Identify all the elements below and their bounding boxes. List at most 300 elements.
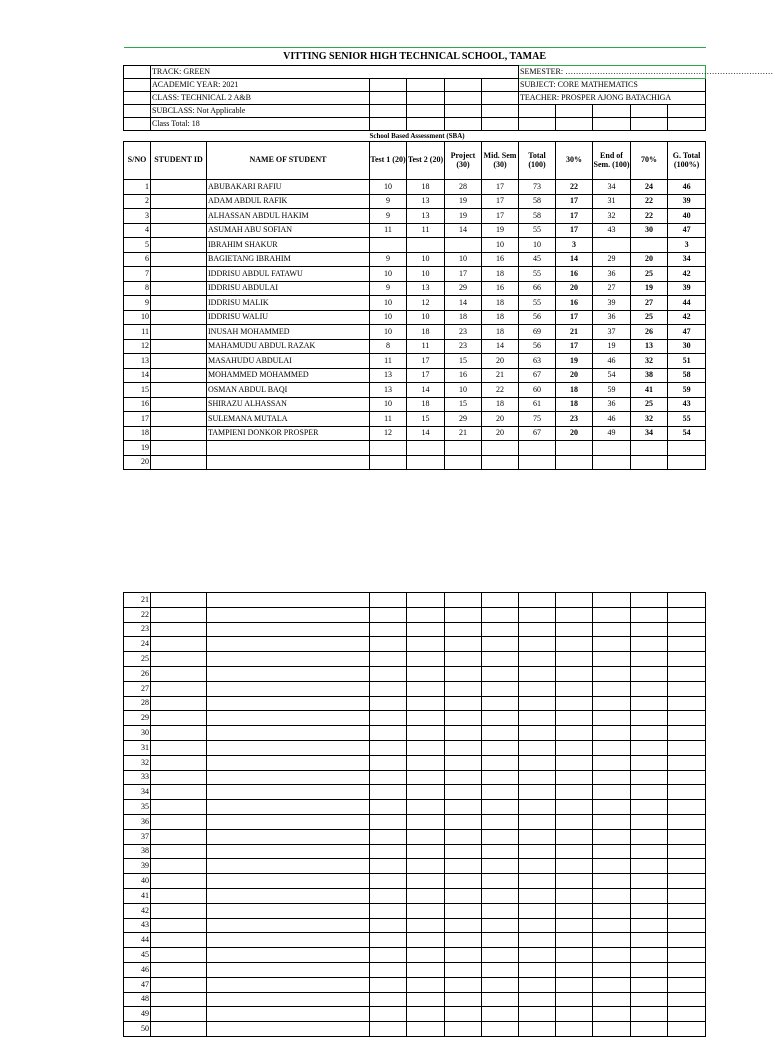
empty-cell [631, 652, 668, 667]
table-row [124, 252, 706, 267]
student-id-cell [151, 310, 207, 325]
empty-cell [593, 933, 631, 948]
sno-cell: 15 [124, 383, 151, 398]
empty-cell [207, 962, 370, 977]
sno-cell: 27 [124, 681, 151, 696]
table-row [124, 281, 706, 296]
sno-cell: 1 [124, 180, 151, 195]
project-cell: 21 [445, 426, 482, 441]
empty-cell [631, 740, 668, 755]
table-row [124, 903, 706, 918]
gtotal-cell: 54 [668, 426, 706, 441]
student-name-cell: IDDRISU ABDULAI [207, 281, 370, 296]
test1-cell: 9 [370, 209, 407, 224]
col-header-midsem: Mid. Sem (30) [482, 142, 519, 180]
empty-cell [519, 637, 556, 652]
empty-cell [593, 652, 631, 667]
midsem-cell: 16 [482, 252, 519, 267]
empty-cell [631, 903, 668, 918]
midsem-cell [482, 455, 519, 470]
empty-cell [668, 962, 706, 977]
empty-cell [593, 829, 631, 844]
gtotal-cell: 30 [668, 339, 706, 354]
empty-cell [151, 918, 207, 933]
empty-cell [370, 770, 407, 785]
student-id-cell [151, 223, 207, 238]
empty-cell [370, 593, 407, 608]
empty-cell [593, 962, 631, 977]
empty-cell [668, 1022, 706, 1037]
empty-cell [556, 755, 593, 770]
pct30-cell: 20 [556, 281, 593, 296]
student-id-cell [151, 194, 207, 209]
empty-cell [482, 933, 519, 948]
total-cell: 56 [519, 310, 556, 325]
empty-cell [207, 948, 370, 963]
empty-cell [207, 933, 370, 948]
empty-cell [556, 696, 593, 711]
col-header-endsem: End of Sem. (100) [593, 142, 631, 180]
empty-cell [631, 918, 668, 933]
empty-cell [445, 681, 482, 696]
sno-cell: 46 [124, 962, 151, 977]
empty-cell [151, 666, 207, 681]
empty-cell [556, 800, 593, 815]
table-row [124, 339, 706, 354]
empty-cell [151, 962, 207, 977]
empty-cell [445, 666, 482, 681]
empty-cell [668, 933, 706, 948]
empty-cell [519, 888, 556, 903]
table-row [124, 711, 706, 726]
table-row [124, 844, 706, 859]
project-cell [445, 441, 482, 456]
sno-cell: 10 [124, 310, 151, 325]
empty-cell [668, 903, 706, 918]
empty-cell [631, 770, 668, 785]
test1-cell: 10 [370, 296, 407, 311]
total-cell: 55 [519, 267, 556, 282]
test1-cell: 11 [370, 223, 407, 238]
gtotal-cell: 42 [668, 310, 706, 325]
endsem-cell [593, 455, 631, 470]
table-row [124, 1007, 706, 1022]
empty-cell [370, 1022, 407, 1037]
pct30-cell: 17 [556, 194, 593, 209]
empty-cell [631, 711, 668, 726]
empty-cell [445, 607, 482, 622]
student-id-cell [151, 383, 207, 398]
student-id-cell [151, 339, 207, 354]
endsem-cell: 49 [593, 426, 631, 441]
endsem-cell: 39 [593, 296, 631, 311]
sno-cell: 28 [124, 696, 151, 711]
pct70-cell: 27 [631, 296, 668, 311]
col-header-test1: Test 1 (20) [370, 142, 407, 180]
test1-cell: 10 [370, 325, 407, 340]
empty-cell [668, 948, 706, 963]
empty-cell [556, 844, 593, 859]
project-cell: 29 [445, 412, 482, 427]
table-row [124, 1022, 706, 1037]
test2-cell: 14 [407, 383, 445, 398]
empty-cell [407, 785, 445, 800]
endsem-cell: 46 [593, 354, 631, 369]
empty-cell [556, 622, 593, 637]
endsem-cell: 32 [593, 209, 631, 224]
sno-cell: 41 [124, 888, 151, 903]
pct30-cell: 17 [556, 223, 593, 238]
empty-cell [556, 1007, 593, 1022]
empty-cell [631, 874, 668, 889]
project-cell: 15 [445, 397, 482, 412]
student-name-cell: ABUBAKARI RAFIU [207, 180, 370, 195]
empty-cell [556, 652, 593, 667]
empty-cell [407, 711, 445, 726]
total-cell: 67 [519, 368, 556, 383]
empty-cell [407, 770, 445, 785]
empty-cell [370, 740, 407, 755]
sno-cell: 47 [124, 977, 151, 992]
empty-cell [370, 992, 407, 1007]
empty-cell [370, 681, 407, 696]
sno-cell: 33 [124, 770, 151, 785]
pct30-cell: 22 [556, 180, 593, 195]
empty-cell [207, 593, 370, 608]
empty-cell [519, 933, 556, 948]
pct70-cell: 32 [631, 354, 668, 369]
empty-cell [482, 740, 519, 755]
table-row [124, 397, 706, 412]
sno-cell: 9 [124, 296, 151, 311]
empty-cell [151, 652, 207, 667]
pct70-cell: 19 [631, 281, 668, 296]
pct70-cell: 25 [631, 267, 668, 282]
empty-cell [519, 726, 556, 741]
empty-cell [207, 888, 370, 903]
pct30-cell: 14 [556, 252, 593, 267]
sno-cell: 44 [124, 933, 151, 948]
total-cell: 66 [519, 281, 556, 296]
empty-cell [407, 652, 445, 667]
empty-cell [631, 1022, 668, 1037]
table-row [124, 696, 706, 711]
empty-cell [151, 726, 207, 741]
empty-cell [593, 785, 631, 800]
endsem-cell: 36 [593, 310, 631, 325]
empty-cell [556, 1022, 593, 1037]
test2-cell: 18 [407, 180, 445, 195]
empty-cell [556, 607, 593, 622]
empty-cell [370, 637, 407, 652]
empty-cell [151, 696, 207, 711]
empty-cell [370, 1007, 407, 1022]
table-row [124, 770, 706, 785]
empty-cell [519, 992, 556, 1007]
empty-cell [445, 800, 482, 815]
empty-cell [370, 785, 407, 800]
gtotal-cell: 39 [668, 281, 706, 296]
sno-cell: 40 [124, 874, 151, 889]
empty-cell [668, 800, 706, 815]
midsem-cell: 19 [482, 223, 519, 238]
gtotal-cell: 39 [668, 194, 706, 209]
empty-cell [151, 844, 207, 859]
total-cell [519, 455, 556, 470]
empty-cell [631, 948, 668, 963]
test2-cell: 17 [407, 368, 445, 383]
empty-cell [556, 918, 593, 933]
gtotal-cell: 51 [668, 354, 706, 369]
student-name-cell: INUSAH MOHAMMED [207, 325, 370, 340]
test1-cell: 12 [370, 426, 407, 441]
pct70-cell: 30 [631, 223, 668, 238]
academic-year-label: ACADEMIC YEAR: 2021 [151, 79, 370, 92]
midsem-cell: 17 [482, 194, 519, 209]
empty-cell [519, 874, 556, 889]
empty-cell [482, 770, 519, 785]
endsem-cell: 34 [593, 180, 631, 195]
empty-cell [445, 948, 482, 963]
table-row [124, 874, 706, 889]
student-id-cell [151, 368, 207, 383]
student-id-cell [151, 180, 207, 195]
sno-cell: 43 [124, 918, 151, 933]
total-cell: 55 [519, 223, 556, 238]
empty-cell [482, 918, 519, 933]
total-cell: 58 [519, 194, 556, 209]
sno-cell: 3 [124, 209, 151, 224]
pct30-cell: 17 [556, 310, 593, 325]
empty-cell [151, 1022, 207, 1037]
table-row [124, 622, 706, 637]
table-row [124, 607, 706, 622]
test2-cell: 14 [407, 426, 445, 441]
empty-cell [556, 903, 593, 918]
endsem-cell: 29 [593, 252, 631, 267]
table-row [124, 755, 706, 770]
empty-cell [556, 829, 593, 844]
empty-cell [370, 726, 407, 741]
col-header-gtotal: G. Total (100%) [668, 142, 706, 180]
student-id-cell [151, 238, 207, 253]
pct70-cell: 32 [631, 412, 668, 427]
teacher-label: TEACHER: PROSPER AJONG BATACHIGA [519, 92, 706, 105]
table-row [124, 593, 706, 608]
midsem-cell: 18 [482, 296, 519, 311]
empty-cell [207, 992, 370, 1007]
pct70-cell: 22 [631, 209, 668, 224]
table-row [124, 992, 706, 1007]
empty-cell [519, 711, 556, 726]
total-cell: 67 [519, 426, 556, 441]
test1-cell: 11 [370, 354, 407, 369]
project-cell [445, 455, 482, 470]
pct30-cell: 20 [556, 368, 593, 383]
empty-cell [668, 992, 706, 1007]
empty-cell [151, 977, 207, 992]
empty-cell [407, 696, 445, 711]
endsem-cell: 36 [593, 267, 631, 282]
empty-cell [593, 844, 631, 859]
student-name-cell: TAMPIENI DONKOR PROSPER [207, 426, 370, 441]
sno-cell: 36 [124, 814, 151, 829]
sno-cell: 5 [124, 238, 151, 253]
sno-cell: 35 [124, 800, 151, 815]
student-name-cell [207, 455, 370, 470]
empty-cell [482, 800, 519, 815]
project-cell [445, 238, 482, 253]
table-row [124, 325, 706, 340]
project-cell: 14 [445, 223, 482, 238]
empty-cell [519, 829, 556, 844]
empty-cell [407, 681, 445, 696]
pct70-cell: 26 [631, 325, 668, 340]
empty-cell [407, 948, 445, 963]
midsem-cell: 18 [482, 267, 519, 282]
midsem-cell: 17 [482, 180, 519, 195]
total-cell: 55 [519, 296, 556, 311]
empty-cell [519, 903, 556, 918]
empty-cell [631, 992, 668, 1007]
empty-cell [482, 829, 519, 844]
empty-cell [445, 740, 482, 755]
empty-cell [445, 844, 482, 859]
empty-cell [207, 740, 370, 755]
table-row [124, 412, 706, 427]
empty-cell [593, 814, 631, 829]
empty-cell [556, 977, 593, 992]
midsem-cell: 14 [482, 339, 519, 354]
student-id-cell [151, 267, 207, 282]
gtotal-cell: 58 [668, 368, 706, 383]
midsem-cell: 18 [482, 397, 519, 412]
empty-cell [207, 918, 370, 933]
project-cell: 18 [445, 310, 482, 325]
project-cell: 23 [445, 325, 482, 340]
empty-cell [482, 593, 519, 608]
endsem-cell: 36 [593, 397, 631, 412]
table-row [124, 209, 706, 224]
test1-cell: 10 [370, 180, 407, 195]
empty-cell [556, 888, 593, 903]
table-row [124, 681, 706, 696]
col-header-student-id: STUDENT ID [151, 142, 207, 180]
sno-cell: 6 [124, 252, 151, 267]
empty-cell [407, 726, 445, 741]
empty-cell [370, 652, 407, 667]
empty-cell [151, 903, 207, 918]
test2-cell [407, 238, 445, 253]
sno-cell: 8 [124, 281, 151, 296]
empty-cell [407, 622, 445, 637]
pct30-cell: 19 [556, 354, 593, 369]
empty-cell [207, 770, 370, 785]
student-name-cell [207, 441, 370, 456]
gtotal-cell: 44 [668, 296, 706, 311]
empty-cell [482, 874, 519, 889]
sno-cell: 39 [124, 859, 151, 874]
empty-cell [482, 977, 519, 992]
empty-cell [482, 1022, 519, 1037]
endsem-cell: 43 [593, 223, 631, 238]
pct70-cell: 25 [631, 310, 668, 325]
empty-cell [445, 785, 482, 800]
empty-cell [519, 770, 556, 785]
empty-cell [370, 800, 407, 815]
test1-cell: 9 [370, 252, 407, 267]
project-cell: 29 [445, 281, 482, 296]
test2-cell: 11 [407, 223, 445, 238]
test2-cell: 13 [407, 209, 445, 224]
empty-cell [151, 874, 207, 889]
empty-cell [207, 726, 370, 741]
col-header-name: NAME OF STUDENT [207, 142, 370, 180]
empty-cell [207, 681, 370, 696]
sno-cell: 24 [124, 637, 151, 652]
sno-cell: 14 [124, 368, 151, 383]
empty-cell [631, 933, 668, 948]
table-row [124, 829, 706, 844]
total-cell [519, 441, 556, 456]
empty-cell [482, 888, 519, 903]
sno-cell: 31 [124, 740, 151, 755]
sba-title: School Based Assessment (SBA) [369, 131, 465, 140]
table-row [124, 310, 706, 325]
empty-cell [445, 918, 482, 933]
empty-cell [631, 755, 668, 770]
empty-cell [519, 681, 556, 696]
empty-cell [668, 666, 706, 681]
test2-cell: 10 [407, 252, 445, 267]
test1-cell: 9 [370, 194, 407, 209]
class-label: CLASS: TECHNICAL 2 A&B [151, 92, 370, 105]
empty-cell [631, 1007, 668, 1022]
table-row [124, 666, 706, 681]
empty-cell [556, 962, 593, 977]
empty-cell [482, 844, 519, 859]
student-id-cell [151, 426, 207, 441]
empty-cell [668, 681, 706, 696]
pct70-cell [631, 238, 668, 253]
student-name-cell: IDDRISU ABDUL FATAWU [207, 267, 370, 282]
endsem-cell [593, 238, 631, 253]
empty-cell [445, 593, 482, 608]
empty-cell [556, 593, 593, 608]
pct70-cell [631, 455, 668, 470]
empty-cell [668, 652, 706, 667]
midsem-cell: 18 [482, 310, 519, 325]
empty-cell [207, 607, 370, 622]
empty-cell [519, 593, 556, 608]
pct30-cell: 3 [556, 238, 593, 253]
pct30-cell [556, 441, 593, 456]
empty-cell [407, 992, 445, 1007]
empty-cell [482, 622, 519, 637]
test2-cell: 10 [407, 310, 445, 325]
total-cell: 56 [519, 339, 556, 354]
empty-cell [631, 681, 668, 696]
test1-cell [370, 441, 407, 456]
midsem-cell: 20 [482, 412, 519, 427]
table-row [124, 354, 706, 369]
continuation-table [123, 592, 706, 1037]
empty-cell [207, 755, 370, 770]
empty-cell [668, 829, 706, 844]
empty-cell [370, 962, 407, 977]
empty-cell [151, 755, 207, 770]
table-row [124, 180, 706, 195]
